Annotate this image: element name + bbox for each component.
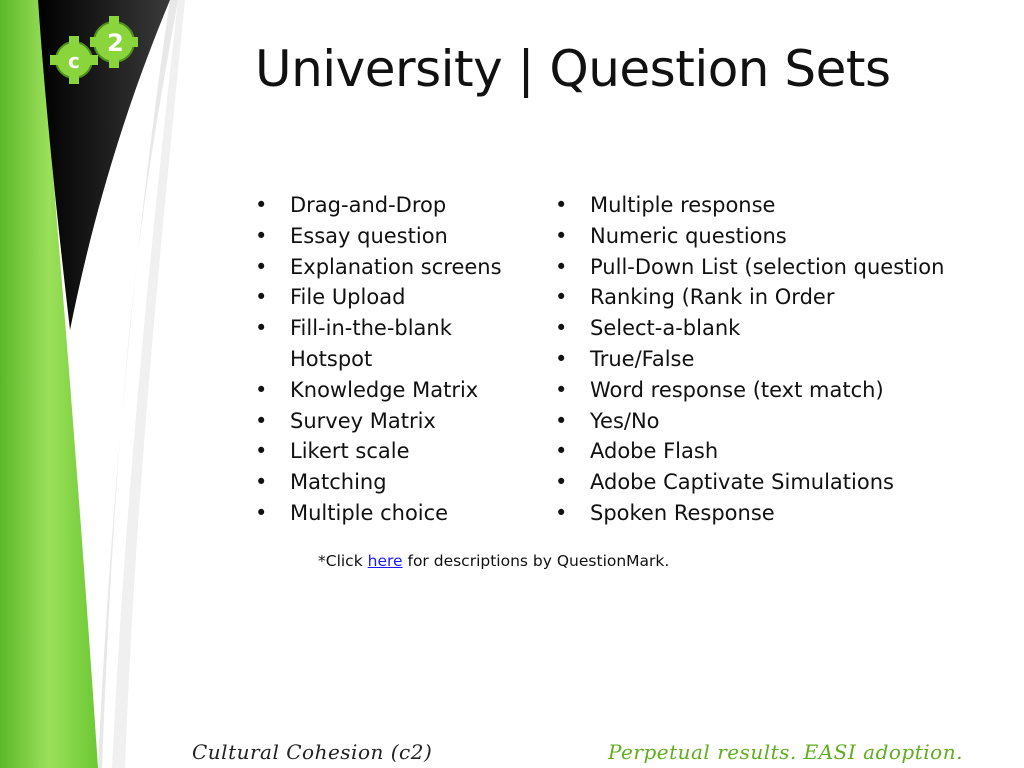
list-item	[255, 252, 540, 283]
list-item	[555, 252, 995, 283]
bullet-icon: •	[555, 254, 568, 279]
list-item	[555, 344, 995, 375]
page-title: University | Question Sets	[255, 40, 891, 98]
bullet-icon: •	[555, 470, 568, 495]
bullet-icon: •	[255, 223, 268, 248]
bullet-icon: •	[255, 254, 268, 279]
question-list-left	[255, 190, 540, 529]
list-item	[555, 406, 995, 437]
list-item	[255, 436, 540, 467]
list-item	[255, 221, 540, 252]
bullet-icon: •	[555, 439, 568, 464]
list-item	[255, 344, 540, 375]
list-item	[555, 498, 995, 529]
svg-text:c: c	[68, 49, 80, 73]
list-item-label: Pull-Down List (selection question	[590, 254, 945, 279]
bullet-icon: •	[255, 377, 268, 402]
list-item-label: Adobe Flash	[590, 439, 719, 464]
list-item	[255, 467, 540, 498]
list-item	[255, 190, 540, 221]
list-item-label: Survey Matrix	[290, 408, 436, 433]
bullet-icon: •	[555, 193, 568, 217]
list-item-label: Adobe Captivate Simulations	[590, 470, 894, 495]
list-item	[255, 313, 540, 344]
here-link[interactable]: here	[367, 552, 403, 570]
bullet-icon: •	[255, 408, 268, 433]
bullet-icon: •	[555, 500, 568, 525]
list-item	[555, 282, 995, 313]
list-item-label: File Upload	[290, 285, 406, 310]
list-item	[555, 375, 995, 406]
list-item	[555, 221, 995, 252]
list-item-label: Knowledge Matrix	[290, 377, 479, 402]
list-item-label: Select-a-blank	[590, 316, 741, 341]
list-item	[255, 406, 540, 437]
list-item-label: Fill-in-the-blank	[290, 316, 452, 341]
list-item-label: Essay question	[290, 223, 448, 248]
list-item-label: Yes/No	[590, 408, 660, 433]
list-item	[555, 190, 995, 221]
bullet-icon: •	[555, 408, 568, 433]
list-item-label: Explanation screens	[290, 254, 502, 279]
list-item-label: Spoken Response	[590, 500, 775, 525]
list-item	[555, 313, 995, 344]
list-item-label: Likert scale	[290, 439, 410, 464]
bullet-icon: •	[255, 439, 268, 464]
footer-tagline: Perpetual results. EASI adoption.	[608, 740, 963, 764]
bullet-icon: •	[255, 285, 268, 310]
svg-text:2: 2	[107, 29, 124, 57]
list-item-label: Ranking (Rank in Order	[590, 285, 835, 310]
bullet-icon: •	[555, 223, 568, 248]
list-item	[555, 436, 995, 467]
footnote-prefix: *Click	[318, 552, 368, 570]
list-item-label: Word response (text match)	[590, 377, 884, 402]
bullet-icon: •	[555, 285, 568, 310]
list-item-label: Drag-and-Drop	[290, 193, 447, 217]
question-list-right	[555, 190, 995, 529]
list-item	[255, 282, 540, 313]
bullet-icon: •	[255, 500, 268, 525]
gears-logo-icon	[38, 8, 148, 88]
footnote-suffix: for descriptions by QuestionMark.	[402, 552, 670, 570]
list-item-label: Multiple response	[590, 193, 776, 217]
footnote	[318, 552, 669, 570]
bullet-icon: •	[255, 470, 268, 495]
footer-brand: Cultural Cohesion (c2)	[192, 740, 433, 764]
bullet-icon: •	[555, 346, 568, 371]
list-item	[555, 467, 995, 498]
list-item-label: Matching	[290, 470, 387, 495]
list-item	[255, 375, 540, 406]
list-item-label: True/False	[590, 346, 695, 371]
list-item-label: Hotspot	[290, 346, 373, 371]
bullet-icon: •	[555, 377, 568, 402]
list-item	[255, 498, 540, 529]
bullet-icon: •	[555, 316, 568, 341]
bullet-icon: •	[255, 316, 268, 341]
list-item-label: Numeric questions	[590, 223, 787, 248]
list-item-label: Multiple choice	[290, 500, 449, 525]
bullet-icon: •	[255, 193, 268, 217]
